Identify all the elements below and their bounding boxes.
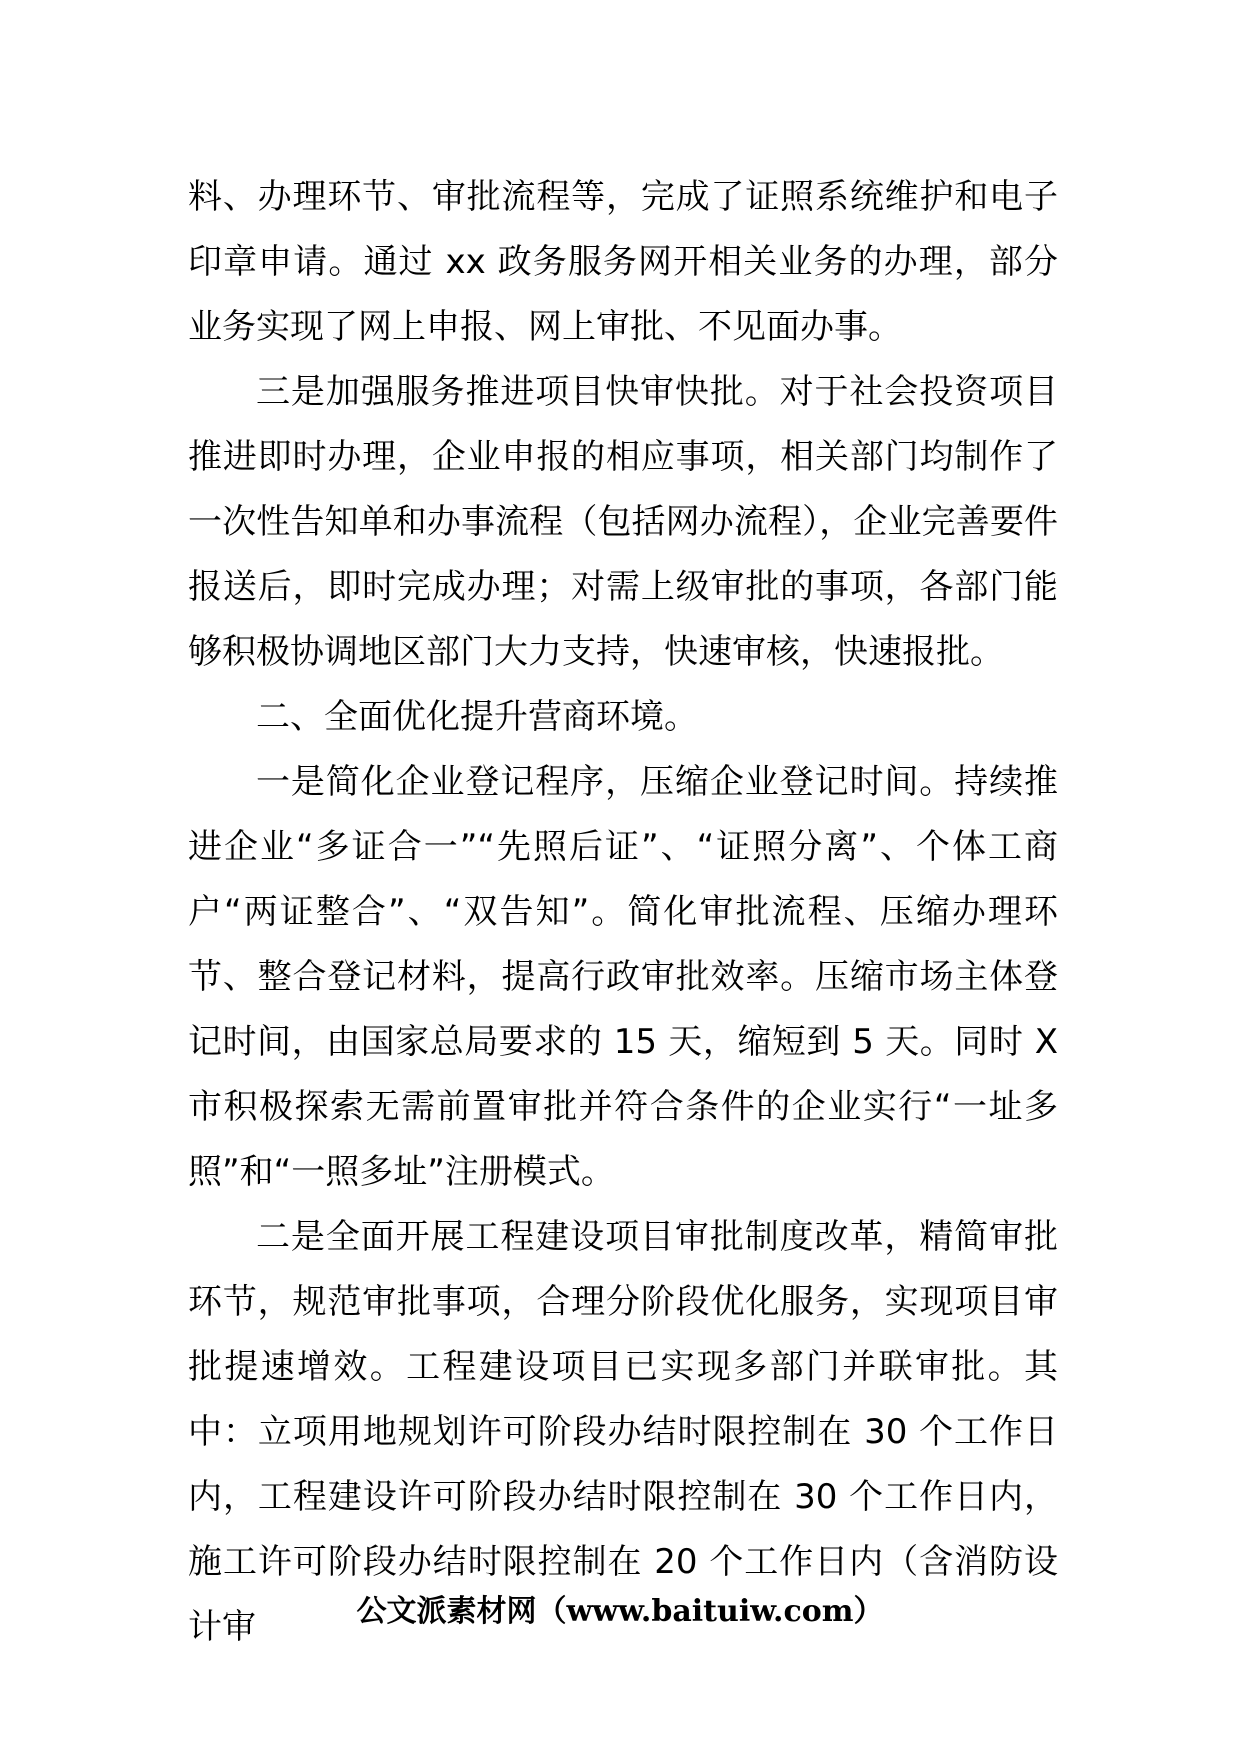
paragraph-item-three: 三是加强服务推进项目快审快批。对于社会投资项目推进即时办理，企业申报的相应事项，相关部门均制作了一次性告知单和办事流程（包括网办流程），企业完善要件报送后，即时完成办理；对需上级审批的事项，各部门能够积极协调地区部门大力支持，快速审核，快速报批。 xyxy=(188,372,1058,672)
page-footer-watermark: 公文派素材网（www.baituiw.com） xyxy=(356,1594,884,1629)
document-body xyxy=(188,165,1058,1660)
section-heading-two: 二、全面优化提升营商环境。 xyxy=(256,697,698,737)
paragraph-continuation: 料、办理环节、审批流程等，完成了证照系统维护和电子印章申请。通过 xx 政务服务网开相关业务的办理，部分业务实现了网上申报、网上审批、不见面办事。 xyxy=(188,177,1058,347)
paragraph-item-one: 一是简化企业登记程序，压缩企业登记时间。持续推进企业“多证合一”“先照后证”、“证照分离”、个体工商户“两证整合”、“双告知”。简化审批流程、压缩办理环节、整合登记材料，提高行政审批效率。压缩市场主体登记时间，由国家总局要求的 15 天，缩短到 5 天。同时 X 市积极探索无需前置审批并符合条件的企业实行“一址多照”和“一照多址”注册模式。 xyxy=(188,762,1058,1192)
paragraph-item-two: 二是全面开展工程建设项目审批制度改革，精简审批环节，规范审批事项，合理分阶段优化服务，实现项目审批提速增效。工程建设项目已实现多部门并联审批。其中：立项用地规划许可阶段办结时限控制在 30 个工作日内，工程建设许可阶段办结时限控制在 30 个工作日内，施工许可阶段办结时限控制在 20 个工作日内（含消防设计审 xyxy=(188,1217,1058,1647)
